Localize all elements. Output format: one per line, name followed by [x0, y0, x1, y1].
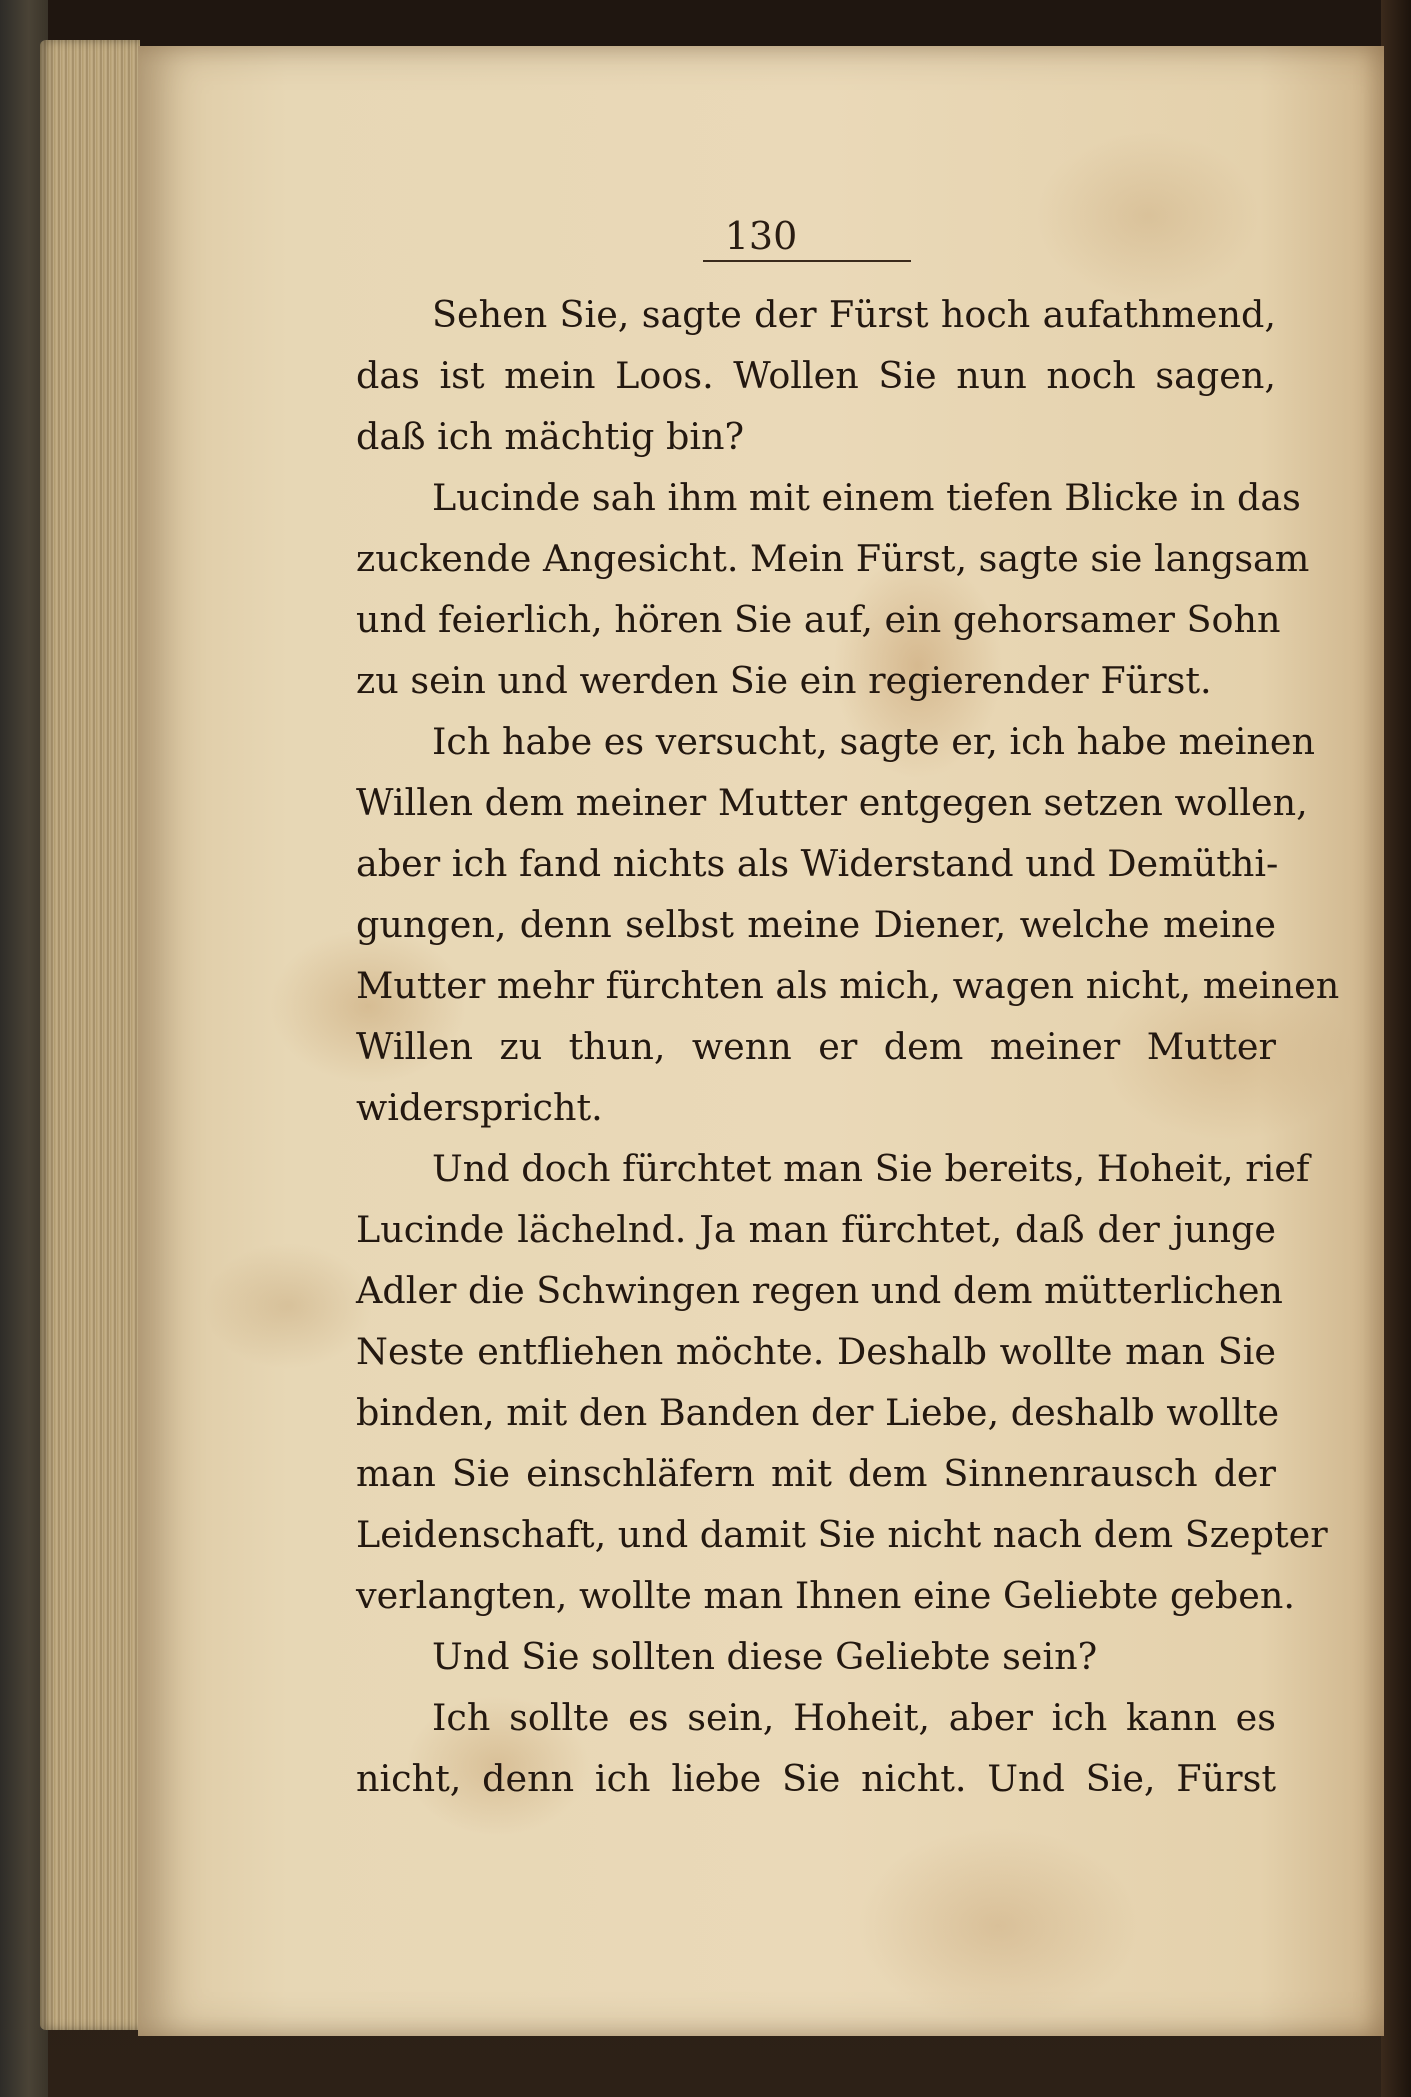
- paragraph: [356, 1626, 1276, 1687]
- text-line: gungen, denn selbst meine Diener, welche meine: [356, 903, 1276, 946]
- text-line: nicht, denn ich liebe Sie nicht. Und Sie, Fürst: [356, 1757, 1276, 1800]
- page-edges: [40, 40, 140, 2030]
- paragraph: [356, 711, 1340, 1138]
- text-line: Neste entfliehen möchte. Deshalb wollte man Sie: [356, 1330, 1276, 1373]
- text-line: widerspricht.: [356, 1086, 603, 1129]
- text-line: man Sie einschläfern mit dem Sinnenrausch der: [356, 1452, 1276, 1495]
- text-line: binden, mit den Banden der Liebe, deshalb wollte: [356, 1391, 1280, 1434]
- header-rule: [703, 260, 911, 262]
- text-line: Lucinde lächelnd. Ja man fürchtet, daß der junge: [356, 1208, 1276, 1251]
- text-line: Ich sollte es sein, Hoheit, aber ich kann es: [432, 1696, 1276, 1739]
- text-line: Lucinde sah ihm mit einem tiefen Blicke in das: [432, 476, 1301, 519]
- paragraph: [356, 467, 1310, 711]
- text-line: Ich habe es versucht, sagte er, ich habe meinen: [432, 720, 1316, 763]
- text-line: verlangten, wollte man Ihnen eine Geliebte geben.: [356, 1574, 1295, 1617]
- text-line: das ist mein Loos. Wollen Sie nun noch sagen,: [356, 354, 1276, 397]
- text-line: Und Sie sollten diese Geliebte sein?: [432, 1635, 1098, 1678]
- book-cover-right: [1381, 0, 1411, 2097]
- text-line: Sehen Sie, sagte der Fürst hoch aufathmend,: [432, 293, 1276, 336]
- text-line: Willen zu thun, wenn er dem meiner Mutter: [356, 1025, 1276, 1068]
- book-page: [138, 46, 1384, 2036]
- paragraph: [356, 1687, 1276, 1809]
- text-line: Adler die Schwingen regen und dem mütterlichen: [356, 1269, 1283, 1312]
- paragraph: [356, 284, 1276, 467]
- text-line: Willen dem meiner Mutter entgegen setzen wollen,: [356, 781, 1308, 824]
- text-line: Und doch fürchtet man Sie bereits, Hoheit, rief: [432, 1147, 1310, 1190]
- text-line: Leidenschaft, und damit Sie nicht nach dem Szepter: [356, 1513, 1328, 1556]
- text-line: aber ich fand nichts als Widerstand und Demüthi-: [356, 842, 1279, 885]
- paragraph: [356, 1138, 1328, 1626]
- text-line: daß ich mächtig bin?: [356, 415, 745, 458]
- page-number: 130: [724, 214, 798, 258]
- text-line: zu sein und werden Sie ein regierender Fürst.: [356, 659, 1212, 702]
- text-line: zuckende Angesicht. Mein Fürst, sagte sie langsam: [356, 537, 1310, 580]
- text-line: und feierlich, hören Sie auf, ein gehorsamer Sohn: [356, 598, 1281, 641]
- text-line: Mutter mehr fürchten als mich, wagen nicht, meinen: [356, 964, 1340, 1007]
- body-text: [356, 284, 1340, 1809]
